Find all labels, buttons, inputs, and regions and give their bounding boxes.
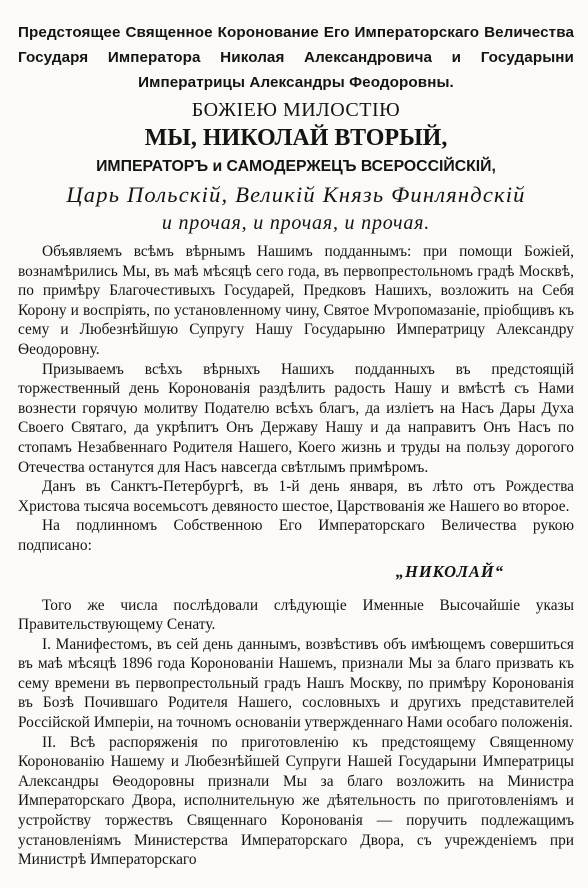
decree-paragraph: II. Всѣ распоряженія по приготовленію къ предстоящему Священному Коронованію Нашему и Любезнѣйшей Супруги Нашей Государыни Императрицы Александры Ѳеодоровны признали Мы за благо возложить на Министра Императорскаго Двора, исполнительную же дѣятельность по приготовленіямъ и устройству торжествъ Священнаго Коронованія — поручить подлежащимъ установленіямъ Министерства Императорскаго Двора, съ учрежденіемъ при Министрѣ Императорскаго <box>18 733 574 869</box>
decree-paragraph: I. Манифестомъ, въ сей день даннымъ, возвѣстивъ объ имѣющемъ совершиться въ маѣ мѣсяцѣ 1896 года Коронованіи Нашемъ, признали Мы за благо призвать къ сему времени въ первопрестольный градъ Нашъ Москву, по примѣру Коронованія въ Бозѣ Почившаго Родителя Нашего, сословныхъ и другихъ представителей Россійской Имперіи, на точномъ основаніи утвержденнаго Нами особаго положенія. <box>18 635 574 732</box>
sovereign-name: МЫ, НИКОЛАЙ ВТОРЫЙ, <box>144 125 448 151</box>
manifesto-paragraph: Объявляемъ всѣмъ вѣрнымъ Нашимъ подданнымъ: при помощи Божіей, вознамѣрились Мы, въ маѣ мѣсяцѣ сего года, въ первопрестольномъ градѣ Москвѣ, по примѣру Благочестивыхъ Государей, Предковъ Нашихъ, возложить на Себя Корону и воспріять, по установленному чину, Святое Мѵропомазаніе, пріобщивъ къ сему и Любезнѣйшую Супругу Нашу Государыню Императрицу Александру Ѳеодоровну. <box>18 243 574 358</box>
manifesto-paragraph: Призываемъ всѣхъ вѣрныхъ Нашихъ подданныхъ въ предстоящій торжественный день Коронованія раздѣлить радость Нашу и вмѣстѣ съ Нами вознести горячую молитву Подателю всѣхъ благъ, да изліетъ на Насъ Дары Духа Своего Святаго, да укрѣпитъ Онъ Державу Нашу и да направитъ Онъ Насъ по стопамъ Незабвеннаго Родителя Нашего, Коего жизнь и труды на пользу дорогого Отечества останутся для Насъ навсегда свѣтлымъ примѣромъ. <box>18 360 574 476</box>
by-gods-grace: БОЖІЕЮ МИЛОСТІЮ <box>191 99 401 121</box>
decree-paragraph: Того же числа послѣдовали слѣдующіе Именные Высочайшіе указы Правительствующему Сенату. <box>18 596 574 634</box>
document-heading: Предстоящее Священное Коронование Его Императорскаго Величества Государя Императора Николая Александровича и Государыни Императрицы Александры Феодоровны. <box>18 24 574 91</box>
tsar-title: Царь Польскій, Великій Князь Финляндскій <box>66 182 526 207</box>
emperor-title: ИМПЕРАТОРЪ и САМОДЕРЖЕЦЪ ВСЕРОССІЙСКІЙ, <box>96 158 496 175</box>
manifesto-paragraph: На подлинномъ Собственною Его Императорскаго Величества рукою подписано: <box>18 517 574 554</box>
signature: „НИКОЛАЙ“ <box>395 561 504 581</box>
manifesto-paragraph: Данъ въ Санктъ-Петербургѣ, въ 1-й день января, въ лѣто отъ Рождества Христова тысяча восемьсотъ девяносто шестое, Царствованія же Нашего во второе. <box>18 478 574 515</box>
et-cetera-line: и прочая, и прочая, и прочая. <box>161 212 431 234</box>
